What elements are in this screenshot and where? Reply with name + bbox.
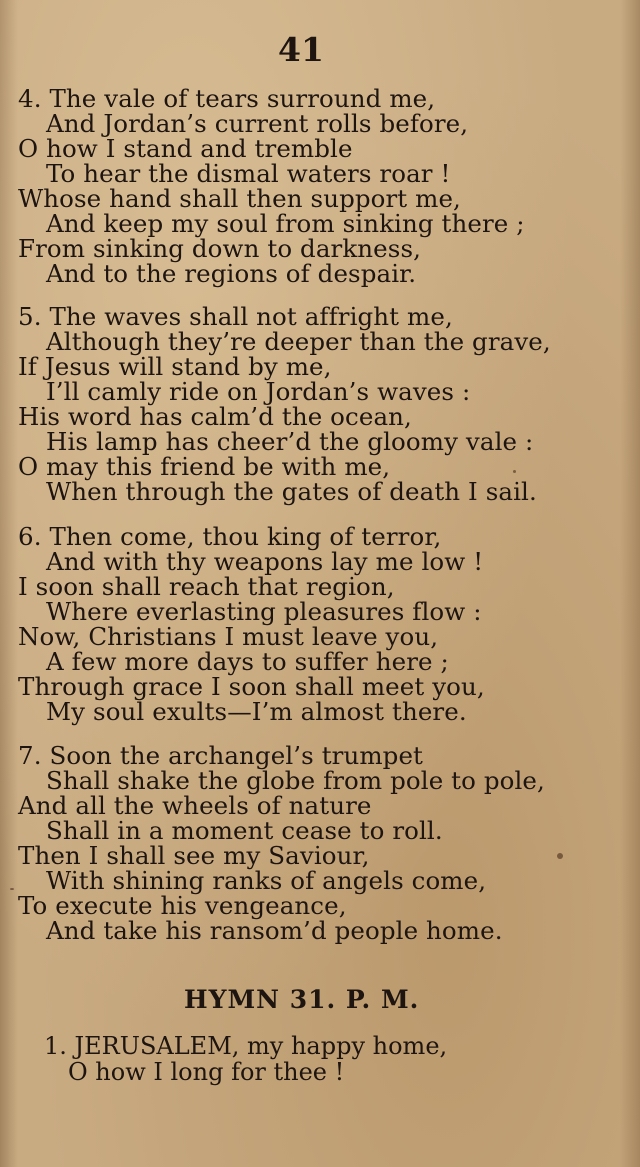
hymn-line: 1. JERUSALEM, my happy home, [44,1032,448,1060]
verse-line: Although they’re deeper than the grave, [46,327,551,356]
verse-line: Then I shall see my Saviour, [18,841,370,870]
verse-line: O how I stand and tremble [18,134,353,163]
verse-line: 7. Soon the archangel’s trumpet [18,741,423,770]
hymn-title: HYMN 31. P. M. [184,985,420,1014]
verse-line: Shall shake the globe from pole to pole, [46,766,545,795]
hymn-line: O how I long for thee ! [68,1058,345,1086]
verse-line: My soul exults—I’m almost there. [46,697,467,726]
verse-line: From sinking down to darkness, [18,234,422,263]
verse-line: 6. Then come, thou king of terror, [18,522,442,551]
verse-line: And with thy weapons lay me low ! [46,547,484,576]
paper-speck [513,470,516,473]
verse-line: Whose hand shall then support me, [18,184,461,213]
verse-line: Shall in a moment cease to roll. [46,816,443,845]
verse-line: His word has calm’d the ocean, [18,402,412,431]
verse-line: When through the gates of death I sail. [46,477,537,506]
verse-line: And all the wheels of nature [18,791,372,820]
verse-line: And to the regions of despair. [46,259,417,288]
verse-line: His lamp has cheer’d the gloomy vale : [46,427,534,456]
paper-speck [557,853,563,859]
verse-line: I soon shall reach that region, [18,572,395,601]
verse-line: 5. The waves shall not affright me, [18,302,453,331]
paper-speck [10,888,14,890]
page-number: 41 [278,30,324,69]
verse-line: O may this friend be with me, [18,452,391,481]
verse-line: To execute his vengeance, [18,891,347,920]
verse-line: And take his ransom’d people home. [46,916,503,945]
verse-line: And keep my soul from sinking there ; [46,209,525,238]
verse-line: Now, Christians I must leave you, [18,622,439,651]
verse-line: Through grace I soon shall meet you, [18,672,485,701]
verse-line: To hear the dismal waters roar ! [46,159,451,188]
verse-line: With shining ranks of angels come, [46,866,487,895]
verse-line: I’ll camly ride on Jordan’s waves : [46,377,471,406]
verse-line: Where everlasting pleasures flow : [46,597,482,626]
verse-line: 4. The vale of tears surround me, [18,84,436,113]
verse-line: If Jesus will stand by me, [18,352,332,381]
verse-line: And Jordan’s current rolls before, [46,109,469,138]
verse-line: A few more days to suffer here ; [46,647,449,676]
